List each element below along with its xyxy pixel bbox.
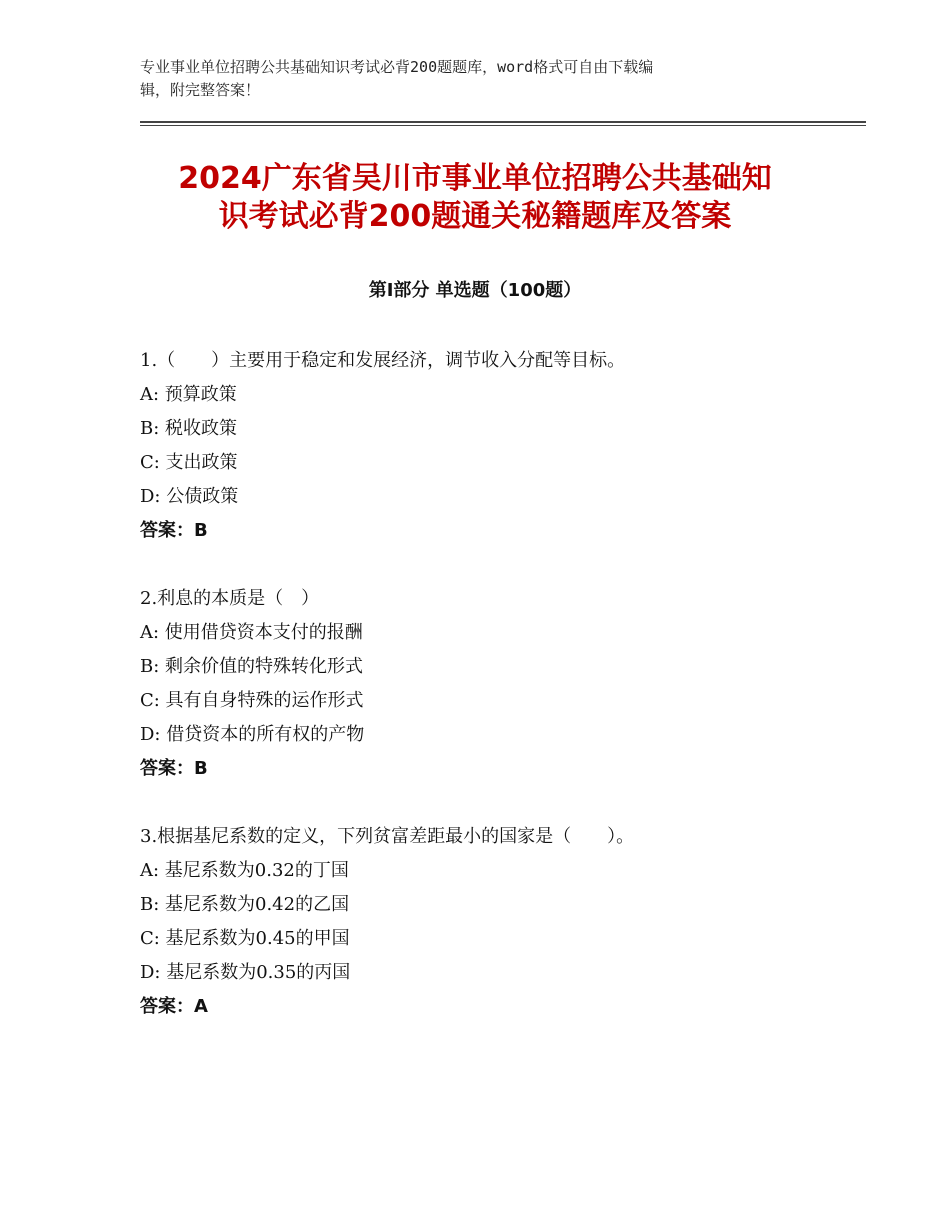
option-b: B: 基尼系数为0.42的乙国 [140, 894, 350, 915]
option-b: B: 税收政策 [140, 418, 238, 439]
answer: 答案：B [140, 520, 208, 541]
option-d: D: 借贷资本的所有权的产物 [140, 724, 365, 745]
question-list [140, 344, 860, 1058]
option-a: A: 使用借贷资本支付的报酬 [140, 622, 363, 643]
answer: 答案：A [140, 996, 208, 1017]
option-c: C: 支出政策 [140, 452, 238, 473]
question-3 [140, 820, 860, 1024]
question-stem: 3.根据基尼系数的定义，下列贫富差距最小的国家是（ ）。 [140, 826, 635, 847]
header-rule-thick [140, 121, 866, 123]
question-stem: 2.利息的本质是（ ） [140, 588, 320, 609]
option-c: C: 基尼系数为0.45的甲国 [140, 928, 350, 949]
header-note [140, 56, 780, 102]
question-1 [140, 344, 860, 548]
answer: 答案：B [140, 758, 208, 779]
option-c: C: 具有自身特殊的运作形式 [140, 690, 364, 711]
header-note-line-2: 辑，附完整答案！ [140, 81, 261, 99]
question-2 [140, 582, 860, 786]
option-a: A: 预算政策 [140, 384, 237, 405]
document-title [100, 160, 850, 236]
document-title-line-1: 2024广东省吴川市事业单位招聘公共基础知 [178, 161, 772, 196]
header-note-line-1: 专业事业单位招聘公共基础知识考试必背200题题库，word格式可自由下载编 [140, 58, 654, 76]
section-title: 第Ⅰ部分 单选题（100题） [368, 280, 582, 301]
document-title-line-2: 识考试必背200题通关秘籍题库及答案 [218, 199, 732, 234]
option-d: D: 基尼系数为0.35的丙国 [140, 962, 351, 983]
option-b: B: 剩余价值的特殊转化形式 [140, 656, 364, 677]
header-rule-thin [140, 125, 866, 126]
question-stem: 1.（ ）主要用于稳定和发展经济，调节收入分配等目标。 [140, 350, 626, 371]
option-d: D: 公债政策 [140, 486, 239, 507]
option-a: A: 基尼系数为0.32的丁国 [140, 860, 349, 881]
